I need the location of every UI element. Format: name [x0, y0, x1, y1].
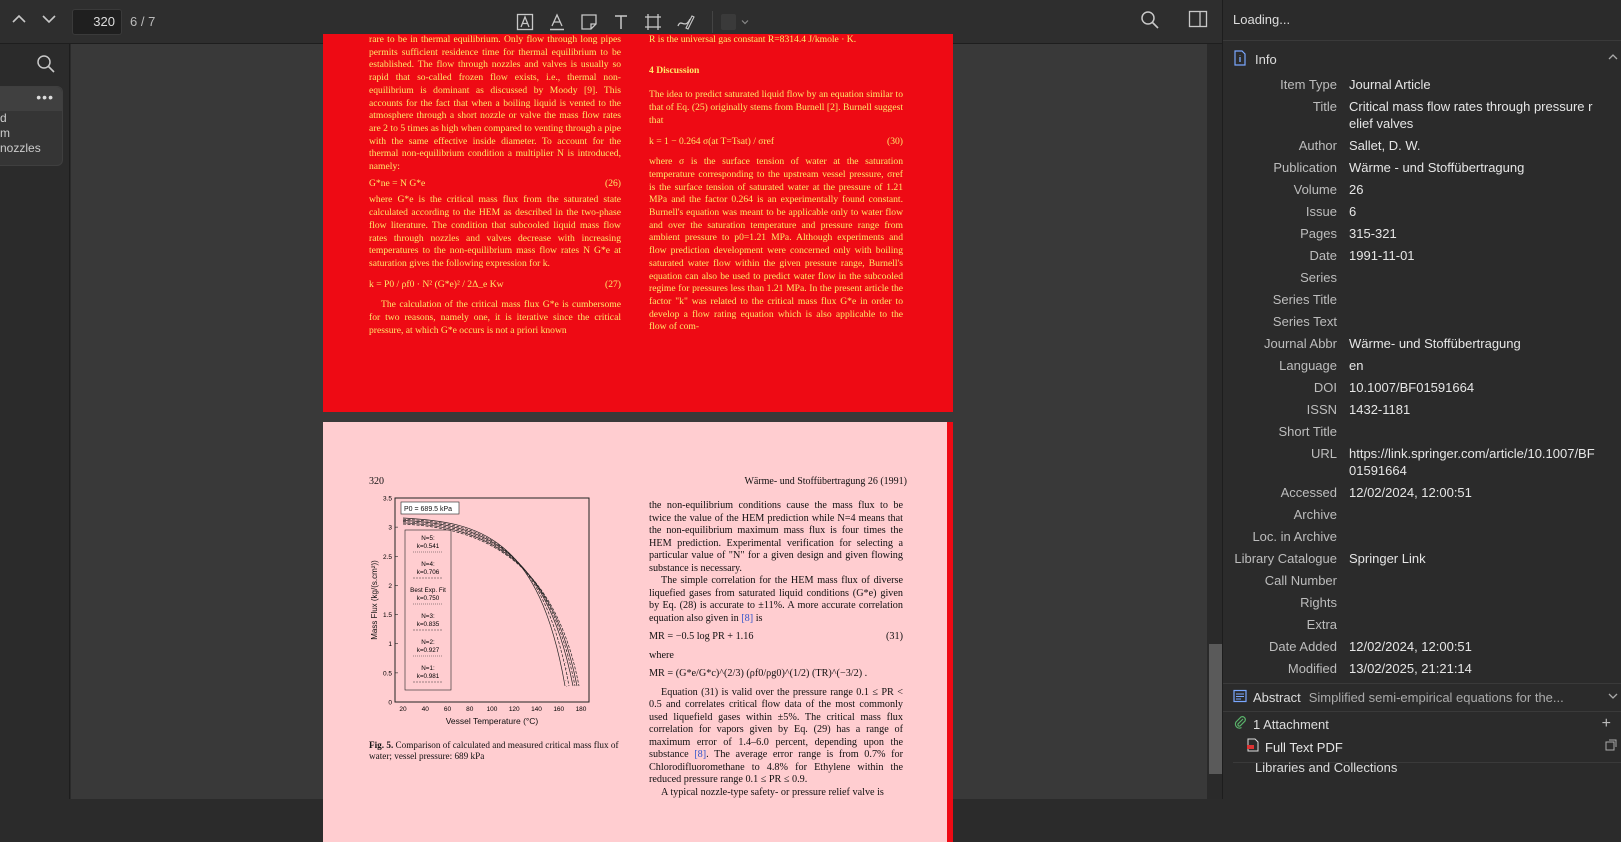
y-tick-label: 0.5	[382, 670, 392, 678]
field-value[interactable]	[1337, 572, 1597, 589]
field-label: Library Catalogue	[1234, 550, 1337, 566]
field-label: Language	[1279, 357, 1337, 373]
legend-entry-k: k=0.706	[416, 569, 440, 576]
body-text: The idea to predict saturated liquid flow by an equation similar to that of Eq. (25) originally stems from Burnell [2]. Burnell suggest that	[649, 89, 903, 126]
info-row-issue	[1223, 200, 1621, 222]
field-value[interactable]: 6	[1349, 203, 1357, 219]
info-row-accessed	[1223, 481, 1621, 503]
libraries-collections-label: Libraries and Collections	[1255, 760, 1398, 775]
x-tick-label: 180	[575, 706, 587, 713]
y-tick-label: 2	[388, 582, 392, 590]
info-row-title	[1223, 95, 1621, 134]
info-row-url	[1223, 442, 1621, 481]
note-tool[interactable]	[576, 10, 602, 34]
outline-item[interactable]: nozzles	[0, 141, 41, 155]
previous-page-button[interactable]	[4, 10, 34, 33]
field-value[interactable]: Journal Article	[1349, 76, 1431, 92]
field-value[interactable]	[1337, 506, 1597, 523]
search-icon	[36, 54, 56, 74]
attachments-section	[1223, 711, 1621, 775]
page-number: 320	[369, 476, 384, 487]
field-value[interactable]: 26	[1349, 181, 1364, 197]
open-attachment-icon[interactable]	[1605, 738, 1617, 756]
legend-entry-name: Best Exp. Fit	[410, 587, 446, 594]
field-label: Loc. in Archive	[1252, 528, 1337, 544]
body-text: where σ is the surface tension of water at the saturation temperature corresponding to the upstream vessel pressure, σref is the surface tension of saturated water at the pressure of 1.21 MPa and the factor 0.264 is an experimentally found constant. Burnell's equation was meant to be applicable only to water flow and over the saturation temperature and pressure range from ambient pressure to p0=1.21 MPa. Although experiments and flow prediction development were concerned only with boiling saturated water flow within the given pressure range, Burnell's equation can also be used to predict water flow in the subcooled regime for pressures less than 1.21 MPa. In the present article the factor "k" was related to the critical mass flux G*e in order to develop a flow rating equation which is also applicable to the flow of com-	[649, 156, 903, 333]
y-tick-label: 2.5	[382, 553, 392, 561]
info-row-volume	[1223, 178, 1621, 200]
info-row-publication	[1223, 156, 1621, 178]
info-row-date-added	[1223, 635, 1621, 657]
color-swatch	[721, 14, 736, 30]
abstract-icon	[1233, 689, 1247, 706]
reference-link[interactable]: [8]	[741, 612, 754, 624]
field-value[interactable]: Wärme - und Stoffübertragung	[1349, 159, 1525, 175]
highlight-edge	[947, 422, 953, 842]
equation-number: (31)	[886, 631, 903, 642]
info-row-call-number	[1223, 569, 1621, 591]
caption-label: Fig. 5.	[369, 740, 394, 750]
x-axis-label: Vessel Temperature (°C)	[445, 716, 539, 726]
attachments-header[interactable]	[1233, 712, 1621, 736]
text-icon	[611, 12, 631, 32]
field-value[interactable]: Sallet, D. W.	[1349, 137, 1421, 153]
pdf-page	[323, 34, 953, 412]
field-value[interactable]	[1337, 423, 1597, 440]
area-select-icon	[643, 12, 663, 32]
field-value[interactable]: Springer Link	[1349, 550, 1426, 566]
pdf-page	[323, 422, 953, 842]
field-label: ISSN	[1306, 401, 1337, 417]
x-tick-label: 40	[421, 706, 429, 713]
text-column-left	[369, 34, 621, 337]
x-tick-label: 80	[466, 706, 474, 713]
field-label: Rights	[1300, 594, 1337, 610]
data-point-marker: ·	[565, 643, 567, 648]
info-heading: Info	[1255, 51, 1277, 67]
field-label: Date Added	[1269, 638, 1337, 654]
pen-icon	[675, 12, 695, 32]
toggle-context-pane-button[interactable]	[1188, 10, 1208, 28]
field-label: Series Text	[1272, 313, 1337, 329]
color-picker[interactable]	[712, 11, 750, 33]
equation-body: k = P0 / ρf0 · N² (G*e)² / 2Δ_e Kw	[369, 278, 504, 290]
field-label: Title	[1312, 98, 1337, 114]
reference-link[interactable]: [8]	[694, 749, 707, 760]
journal-running-head: Wärme- und Stoffübertragung 26 (1991)	[744, 476, 907, 487]
attachments-label: 1 Attachment	[1253, 716, 1329, 732]
outline-search-button[interactable]	[36, 54, 56, 79]
legend-entry-k: k=0.981	[416, 673, 440, 680]
body-text: the non-equilibrium conditions cause the mass flux to be twice the value of the HEM prediction while N=4 means that the non-equilibrium maximum mass flux is four times the HEM prediction. Experimental verification for selecting a particular value of "N" for a given design and given flowing substance is necessary.	[649, 500, 903, 574]
underline-text-icon	[547, 12, 567, 32]
field-value[interactable]	[1337, 528, 1597, 545]
field-value[interactable]: Critical mass flow rates through pressure relief valves	[1349, 98, 1593, 131]
next-page-button[interactable]	[34, 10, 64, 33]
equation-body: k = 1 − 0.264 σ(at T=Tsat) / σref	[649, 135, 775, 147]
x-tick-label: 120	[508, 706, 520, 713]
field-value[interactable]: https://link.springer.com/article/10.1007/BF01591664	[1349, 445, 1595, 478]
field-value[interactable]	[1337, 616, 1597, 633]
chevron-down-icon	[740, 17, 750, 27]
area-select-tool[interactable]	[640, 10, 666, 34]
equation-number: (26)	[605, 177, 621, 189]
x-tick-label: 100	[486, 706, 498, 713]
annotation-tools	[512, 10, 750, 34]
section-heading: 4 Discussion	[649, 64, 700, 76]
field-label: Accessed	[1280, 484, 1337, 500]
page-header	[369, 476, 907, 489]
search-icon	[1140, 10, 1160, 30]
field-label: Series Title	[1272, 291, 1337, 307]
field-label: Extra	[1306, 616, 1337, 632]
field-value[interactable]	[1337, 269, 1597, 286]
figure-caption	[369, 740, 621, 762]
info-row-extra	[1223, 613, 1621, 635]
info-row-archive	[1223, 503, 1621, 525]
text-column-right	[649, 34, 903, 334]
legend-entry-name: N=1:	[421, 665, 435, 672]
info-row-series-text	[1223, 310, 1621, 332]
info-row-journal-abbr	[1223, 332, 1621, 354]
text-tool[interactable]	[608, 10, 634, 34]
paperclip-icon	[1233, 715, 1247, 734]
field-value[interactable]: 1991-11-01	[1349, 247, 1415, 263]
chevron-down-icon[interactable]	[1607, 690, 1619, 705]
chevron-up-icon	[10, 10, 28, 28]
body-text	[649, 575, 903, 625]
scrollbar-thumb[interactable]	[1209, 644, 1222, 774]
field-label: URL	[1310, 445, 1337, 461]
field-value[interactable]: 13/02/2025, 21:21:14	[1349, 660, 1472, 676]
libraries-collections-header[interactable]	[1233, 760, 1621, 775]
field-value[interactable]: 12/02/2024, 12:00:51	[1349, 638, 1472, 654]
data-point-marker: ·	[567, 655, 569, 660]
more-options-icon[interactable]: •••	[36, 89, 54, 105]
field-label: Journal Abbr	[1264, 335, 1337, 351]
field-value[interactable]	[1337, 594, 1597, 611]
x-tick-label: 160	[553, 706, 565, 713]
field-value[interactable]: 12/02/2024, 12:00:51	[1349, 484, 1472, 500]
info-row-short-title	[1223, 420, 1621, 442]
field-label: Modified	[1287, 660, 1337, 676]
equation-body: MR = −0.5 log PR + 1.16	[649, 631, 754, 642]
viewer-scrollbar[interactable]	[1207, 44, 1222, 799]
equation-31	[649, 631, 903, 644]
legend-entry-name: N=2:	[421, 639, 435, 646]
field-label: Archive	[1293, 506, 1337, 522]
equation-mr	[649, 668, 903, 681]
add-attachment-button[interactable]: +	[1601, 715, 1611, 732]
attachment-title: Full Text PDF	[1265, 739, 1343, 755]
field-label: Short Title	[1278, 423, 1337, 439]
data-point-marker: ·	[566, 685, 568, 690]
attachment-row[interactable]	[1233, 736, 1621, 758]
abstract-preview: Simplified semi-empirical equations for the...	[1308, 690, 1564, 705]
body-text-span: . The average error range is from 0.7% for Chlorodifluoromethane to 4.8% for Ethylene within the reduced pressure range 0.1 ≤ PR ≤ 0.9.	[649, 749, 904, 785]
field-label: Call Number	[1264, 572, 1337, 588]
body-text: A typical nozzle-type safety- or pressure relief valve is	[661, 786, 884, 798]
field-label: Volume	[1293, 181, 1337, 197]
x-tick-label: 140	[531, 706, 542, 713]
field-label: Series	[1300, 269, 1337, 285]
info-section-header[interactable]	[1223, 47, 1621, 71]
legend-entry-k: k=0.835	[416, 621, 440, 628]
sidebar-toggle-icon	[1188, 10, 1208, 28]
body-text-span: Equation (31) is valid over the pressure range 0.1 ≤ PR < 0.5 and correlates critical flow data of the most commonly used liquefield gases within ±5%. The critical mass flux correlation for vapors given by Eq. (29) has a range of maximum error of 1.4–6.0 percent, depending upon the substance	[649, 686, 903, 760]
data-point-marker: ·	[565, 661, 567, 666]
info-row-loc-in-archive	[1223, 525, 1621, 547]
field-value[interactable]	[1337, 313, 1597, 330]
field-label: Author	[1298, 137, 1337, 153]
info-row-doi	[1223, 376, 1621, 398]
legend-entry-name: N=4:	[421, 561, 435, 568]
data-point-marker: ·	[565, 679, 567, 684]
info-row-rights	[1223, 591, 1621, 613]
y-tick-label: 0	[388, 699, 392, 707]
equation-number: (27)	[605, 278, 621, 290]
x-tick-label: 60	[443, 706, 452, 713]
field-value[interactable]: en	[1349, 357, 1364, 373]
pdf-file-icon	[1247, 738, 1259, 757]
info-row-date	[1223, 244, 1621, 266]
legend-entry-name: N=5:	[421, 535, 435, 542]
outline-item[interactable]: m	[0, 126, 10, 140]
field-label: Issue	[1305, 203, 1337, 219]
field-label: DOI	[1313, 379, 1337, 395]
info-row-series-title	[1223, 288, 1621, 310]
item-pane	[1222, 0, 1621, 799]
data-point-marker: ·	[567, 673, 569, 678]
chevron-up-icon[interactable]	[1607, 51, 1619, 66]
outline-panel	[0, 86, 63, 166]
info-row-pages	[1223, 222, 1621, 244]
field-label: Pages	[1300, 225, 1337, 241]
find-button[interactable]	[1140, 10, 1160, 30]
page-count: 6 / 7	[130, 14, 156, 29]
equation-body: MR = (G*e/G*c)^(2/3) (ρf0/ρg0)^(1/2) (TR)^(−3/2) .	[649, 668, 868, 679]
chevron-down-icon	[40, 10, 58, 28]
body-text-span: is	[755, 612, 763, 624]
info-row-author	[1223, 134, 1621, 156]
field-label: Item Type	[1280, 76, 1337, 92]
equation-30	[649, 136, 903, 149]
field-value[interactable]	[1337, 291, 1597, 308]
highlight-text-icon	[515, 12, 535, 32]
outline-sidebar	[0, 44, 70, 799]
info-fields	[1223, 73, 1621, 679]
page-number-input[interactable]	[72, 9, 122, 35]
field-value[interactable]: Wärme- und Stoffübertragung	[1349, 335, 1521, 351]
body-text: The calculation of the critical mass flux G*e is cumbersome for two reasons, namely one, it is iterative since the critical pressure, at which G*e occurs is not a priori known	[369, 299, 621, 336]
y-tick-label: 1.5	[382, 612, 392, 620]
equation-26	[369, 178, 621, 191]
data-point-marker: ·	[566, 649, 568, 654]
text-column-right	[649, 500, 903, 799]
body-text: R is the universal gas constant R=8314.4 J/kmole · K.	[649, 34, 857, 45]
info-row-series	[1223, 266, 1621, 288]
figure-5	[369, 496, 621, 736]
info-icon	[1233, 50, 1249, 69]
info-row-item-type	[1223, 73, 1621, 95]
abstract-section-header[interactable]	[1223, 683, 1621, 711]
legend-entry-k: k=0.750	[416, 595, 440, 602]
info-row-library-catalogue	[1223, 547, 1621, 569]
equation-number: (30)	[887, 135, 903, 147]
y-tick-label: 3.5	[382, 495, 392, 503]
field-label: Publication	[1273, 159, 1337, 175]
field-label: Date	[1309, 247, 1337, 263]
info-row-modified	[1223, 657, 1621, 679]
data-point-marker: ·	[566, 667, 568, 672]
draw-tool[interactable]	[672, 10, 698, 34]
pdf-viewer[interactable]	[71, 34, 1207, 799]
caption-text: Comparison of calculated and measured critical mass flux of water; vessel pressure: 689 kPa	[369, 740, 619, 761]
body-text-span: The simple correlation for the HEM mass flux of diverse liquefied gases from saturated liquid conditions (G*e) given by Eq. (28) is accurate to ±11%. A more accurate correlation equation also given in	[649, 575, 903, 624]
y-tick-label: 3	[388, 524, 392, 532]
highlight-text-tool[interactable]	[512, 10, 538, 34]
abstract-label: Abstract	[1253, 690, 1301, 705]
body-text: where	[649, 649, 674, 661]
field-value[interactable]: 315-321	[1349, 225, 1397, 241]
outline-header	[0, 87, 62, 111]
pressure-label: P0 = 689.5 kPa	[404, 506, 453, 513]
equation-27	[369, 279, 621, 292]
field-value[interactable]: 1432-1181	[1349, 401, 1411, 417]
legend-entry-k: k=0.927	[416, 647, 440, 654]
body-text	[649, 687, 903, 787]
body-text: rare to be in thermal equilibrium. Only flow through long pipes permits sufficient residence time for thermal equilibrium to be established. The flow through nozzles and valves is usually so rapid that so-called frozen flow exists, i.e., thermal non-equilibrium is dominant as discussed by Moody [9]. This accounts for the fact that when a boiling liquid is vented to the atmosphere through a short nozzle or valve the mass flow rates are 2 to 5 times as high when compared to venting through a pipe with the same effective inside diameter. To account for the thermal non-equilibrium condition a multiplier N is introduced, namely:	[369, 34, 621, 173]
y-tick-label: 1	[388, 641, 392, 649]
note-icon	[579, 12, 599, 32]
figure-plot	[369, 496, 621, 736]
field-value[interactable]: 10.1007/BF01591664	[1349, 379, 1475, 395]
x-tick-label: 20	[399, 706, 407, 713]
info-row-language	[1223, 354, 1621, 376]
legend-entry-name: N=3:	[421, 613, 435, 620]
equation-body: G*ne = N G*e	[369, 177, 426, 189]
pane-status: Loading...	[1223, 0, 1621, 41]
y-axis-label: Mass Flux (kg/(s.cm²))	[370, 560, 379, 640]
underline-text-tool[interactable]	[544, 10, 570, 34]
body-text: where G*e is the critical mass flux from the saturated state calculated according to the HEM as described in the two-phase flow literature. The condition that subcooled liquid mass flow rates through nozzles and valves decrease with increasing temperatures to the non-equilibrium mass flow rates N G*e at saturation gives the following expression for k.	[369, 194, 621, 269]
legend-entry-k: k=0.541	[416, 543, 440, 550]
info-row-issn	[1223, 398, 1621, 420]
outline-item[interactable]: d	[0, 111, 7, 125]
